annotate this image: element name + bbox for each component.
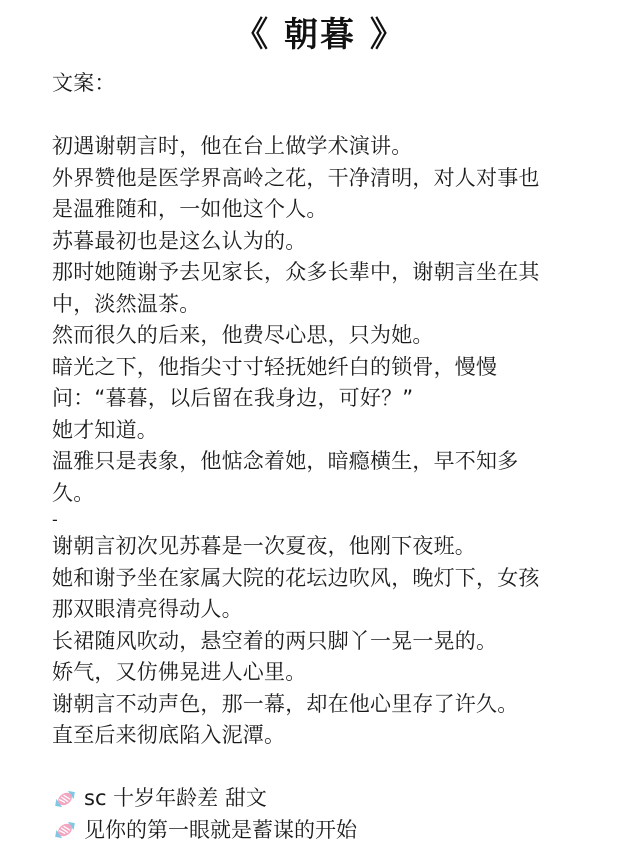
text-line: 然而很久的后来，他费尽心思，只为她。 xyxy=(52,323,434,347)
text-line: 长裙随风吹动，悬空着的两只脚丫一晃一晃的。 xyxy=(52,628,498,653)
text-line: 是温雅随和，一如他这个人。 xyxy=(52,197,328,221)
text-line: 她和谢予坐在家属大院的花坛边吹风，晚灯下，女孩 xyxy=(52,565,540,590)
text-line: 直至后来彻底陷入泥潭。 xyxy=(52,723,286,747)
text-line: 那双眼清亮得动人。 xyxy=(52,597,243,621)
tag-text: sc 十岁年龄差 甜文 xyxy=(84,786,267,810)
text-line: 外界赞他是医学界高岭之花，干净清明，对人对事也 xyxy=(52,165,540,190)
text-line: 谢朝言初次见苏暮是一次夏夜，他刚下夜班。 xyxy=(52,534,476,558)
tag-item xyxy=(52,815,632,847)
text-line: 娇气，又仿佛晃进人心里。 xyxy=(52,660,307,684)
tag-text: 见你的第一眼就是蓄谋的开始 xyxy=(84,817,357,842)
text-line: 中，淡然温茶。 xyxy=(52,291,201,316)
section-separator: - xyxy=(52,510,58,529)
text-line: 暗光之下，他指尖寸寸轻抚她纤白的锁骨，慢慢 xyxy=(52,354,498,379)
blank-line xyxy=(52,100,632,132)
synopsis-label: 文案： xyxy=(52,71,116,95)
tag-list xyxy=(52,783,632,846)
text-line: 久。 xyxy=(52,480,95,505)
text-line: 问：“暮暮，以后留在我身边，可好？” xyxy=(52,386,414,410)
text-line: 初遇谢朝言时，他在台上做学术演讲。 xyxy=(52,134,413,158)
blank-line xyxy=(52,752,632,784)
text-line: 谢朝言不动声色，那一幕，却在他心里存了许久。 xyxy=(52,691,519,716)
page-title: 《 朝暮 》 xyxy=(234,15,406,55)
paragraph-1 xyxy=(52,131,632,509)
text-line: 那时她随谢予去见家长，众多长辈中，谢朝言坐在其 xyxy=(52,260,540,284)
tag-item xyxy=(52,783,632,815)
paragraph-2 xyxy=(52,531,632,752)
text-line: 温雅只是表象，他惦念着她，暗瘾横生，早不知多 xyxy=(52,449,519,473)
candy-icon xyxy=(52,788,78,810)
synopsis-body xyxy=(52,68,632,846)
text-line: 苏暮最初也是这么认为的。 xyxy=(52,228,307,253)
candy-icon xyxy=(52,819,78,841)
text-line: 她才知道。 xyxy=(52,417,158,442)
